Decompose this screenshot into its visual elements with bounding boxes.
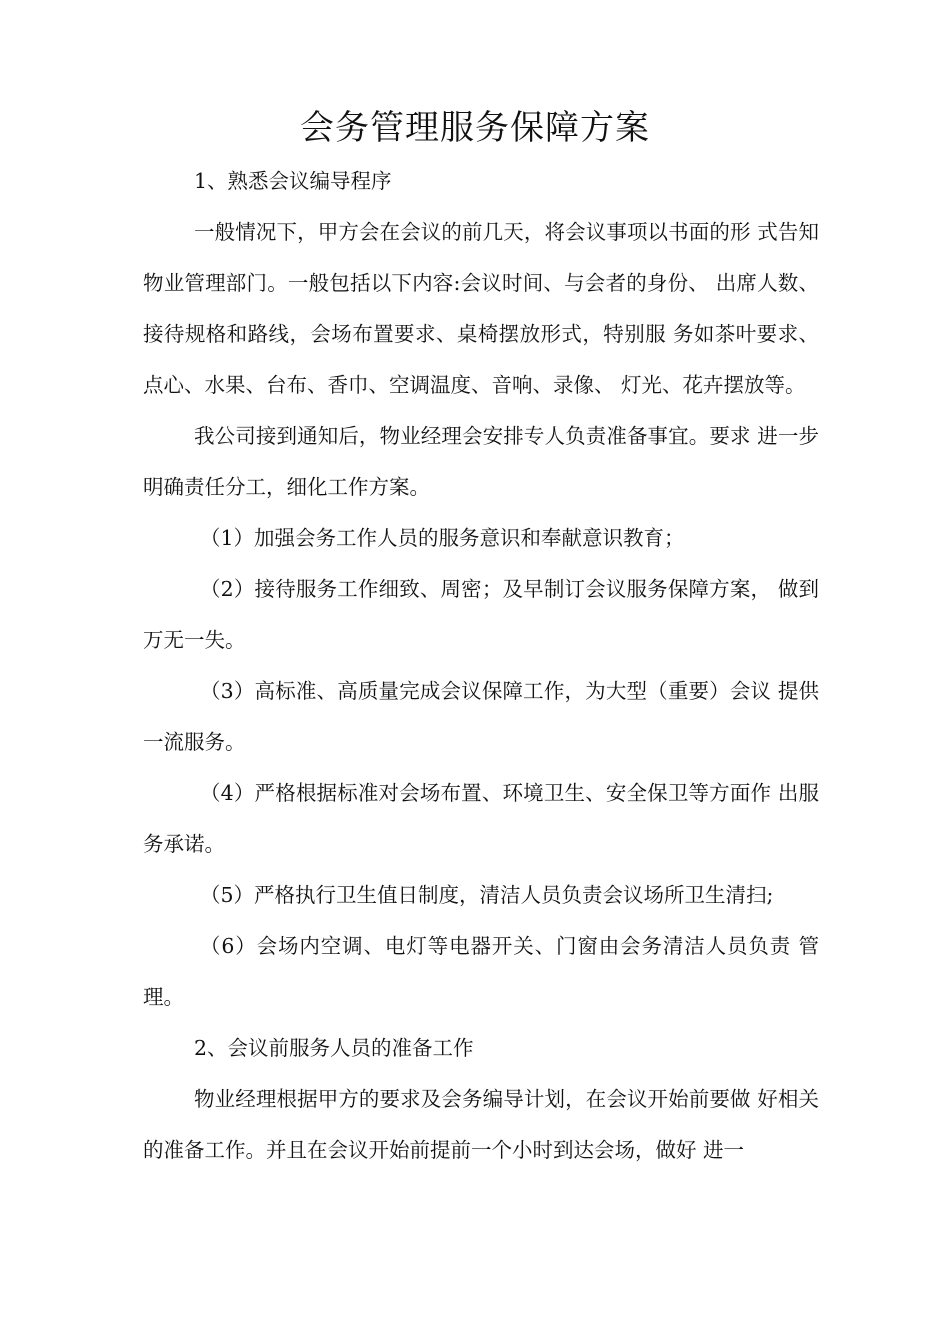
section-heading-2: 2、会议前服务人员的准备工作 [194, 1036, 474, 1060]
paragraph-meeting-notice: 一般情况下，甲方会在会议的前几天，将会议事项以书面的形 式告知物业管理部门。一般包括以下内容:会议时间、与会者的身份、 出席人数、接待规格和路线，会场布置要求、桌椅摆放形式，特别服 务如茶叶要求、点心、水果、台布、香巾、空调温度、音响、录像、 灯光、花卉摆放等。 [143, 220, 819, 397]
list-item-2: （2）接待服务工作细致、周密；及早制订会议服务保障方案， 做到万无一失。 [143, 577, 819, 652]
list-item-1: （1）加强会务工作人员的服务意识和奉献意识教育； [200, 526, 685, 550]
paragraph-preparation: 物业经理根据甲方的要求及会务编导计划，在会议开始前要做 好相关的准备工作。并且在会议开始前提前一个小时到达会场，做好 进一 [143, 1087, 819, 1162]
list-item-4: （4）严格根据标准对会场布置、环境卫生、安全保卫等方面作 出服务承诺。 [143, 781, 819, 856]
list-item-5: （5）严格执行卫生值日制度，清洁人员负责会议场所卫生清扫; [200, 883, 774, 907]
document-body [143, 156, 819, 1176]
section-heading-1: 1、熟悉会议编导程序 [194, 169, 392, 193]
paragraph-company-arrangement: 我公司接到通知后，物业经理会安排专人负责准备事宜。要求 进一步明确责任分工，细化工作方案。 [143, 424, 819, 499]
document-title: 会务管理服务保障方案 [300, 108, 650, 148]
list-item-6: （6）会场内空调、电灯等电器开关、门窗由会务清洁人员负责 管理。 [143, 934, 819, 1009]
list-item-3: （3）高标准、高质量完成会议保障工作，为大型（重要）会议 提供一流服务。 [143, 679, 819, 754]
